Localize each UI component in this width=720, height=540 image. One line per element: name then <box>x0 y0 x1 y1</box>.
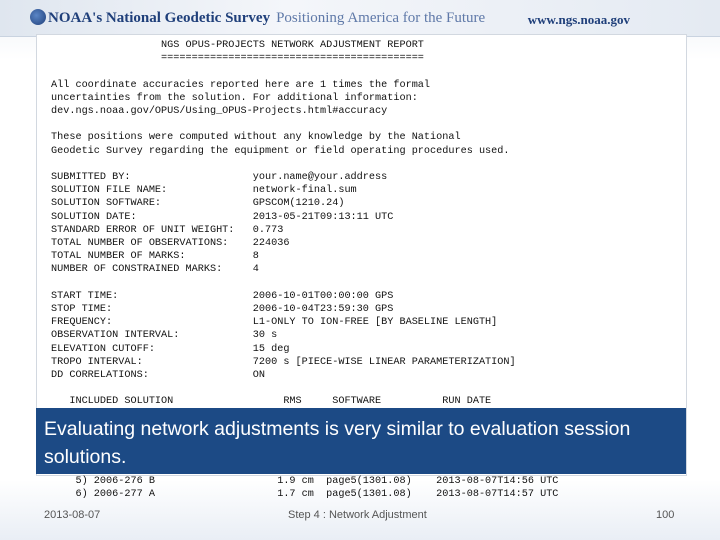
report-line: INCLUDED SOLUTION RMS SOFTWARE RUN DATE <box>51 396 492 408</box>
report-line: START TIME: 2006-10-01T00:00:00 GPS <box>51 290 394 302</box>
report-line: dev.ngs.noaa.gov/OPUS/Using_OPUS-Projects.html#accuracy <box>51 106 388 118</box>
report-line: ELEVATION CUTOFF: 15 deg <box>51 343 290 355</box>
report-line: These positions were computed without any knowledge by the National <box>51 132 461 144</box>
report-line: NGS OPUS-PROJECTS NETWORK ADJUSTMENT REPORT <box>51 40 424 51</box>
report-line: DD CORRELATIONS: ON <box>51 370 265 382</box>
report-line: TOTAL NUMBER OF MARKS: 8 <box>51 251 259 263</box>
report-line: FREQUENCY: L1-ONLY TO ION-FREE [BY BASELINE LENGTH] <box>51 317 498 329</box>
header-url[interactable]: www.ngs.noaa.gov <box>527 12 630 27</box>
report-line: uncertainties from the solution. For additional information: <box>51 92 418 104</box>
org-name: NOAA's National Geodetic Survey <box>48 10 271 26</box>
report-line: NUMBER OF CONSTRAINED MARKS: 4 <box>51 264 259 276</box>
callout-text: Evaluating network adjustments is very similar to evaluation session solutions. <box>44 418 631 468</box>
report-line: STANDARD ERROR OF UNIT WEIGHT: 0.773 <box>51 224 284 236</box>
report-line: STOP TIME: 2006-10-04T23:59:30 GPS <box>51 304 394 316</box>
header-banner <box>0 0 720 37</box>
report-line: TOTAL NUMBER OF OBSERVATIONS: 224036 <box>51 238 290 250</box>
report-line: SOLUTION FILE NAME: network-final.sum <box>51 185 357 197</box>
tagline: Positioning America for the Future <box>276 10 486 26</box>
report-line: 6) 2006-277 A 1.7 cm page5(1301.08) 2013-08-07T14:57 UTC <box>51 488 559 500</box>
report-line: OBSERVATION INTERVAL: 30 s <box>51 330 278 342</box>
report-line: =========================================== <box>51 53 424 65</box>
report-line: 5) 2006-276 B 1.9 cm page5(1301.08) 2013-08-07T14:56 UTC <box>51 475 559 487</box>
page-number: 100 <box>656 509 675 521</box>
report-line: Geodetic Survey regarding the equipment or field operating procedures used. <box>51 145 510 157</box>
report-line: TROPO INTERVAL: 7200 s [PIECE-WISE LINEAR PARAMETERIZATION] <box>51 356 516 368</box>
report-line: SOLUTION SOFTWARE: GPSCOM(1210.24) <box>51 198 345 210</box>
report-line: SOLUTION DATE: 2013-05-21T09:13:11 UTC <box>51 211 394 223</box>
footer-date: 2013-08-07 <box>44 509 101 521</box>
callout-box <box>36 408 686 474</box>
footer-title: Step 4 : Network Adjustment <box>288 509 427 521</box>
report-line: SUBMITTED BY: your.name@your.address <box>51 172 388 184</box>
report-line: All coordinate accuracies reported here are 1 times the formal <box>51 79 431 91</box>
noaa-logo-icon <box>30 9 46 25</box>
header-org <box>48 10 485 27</box>
